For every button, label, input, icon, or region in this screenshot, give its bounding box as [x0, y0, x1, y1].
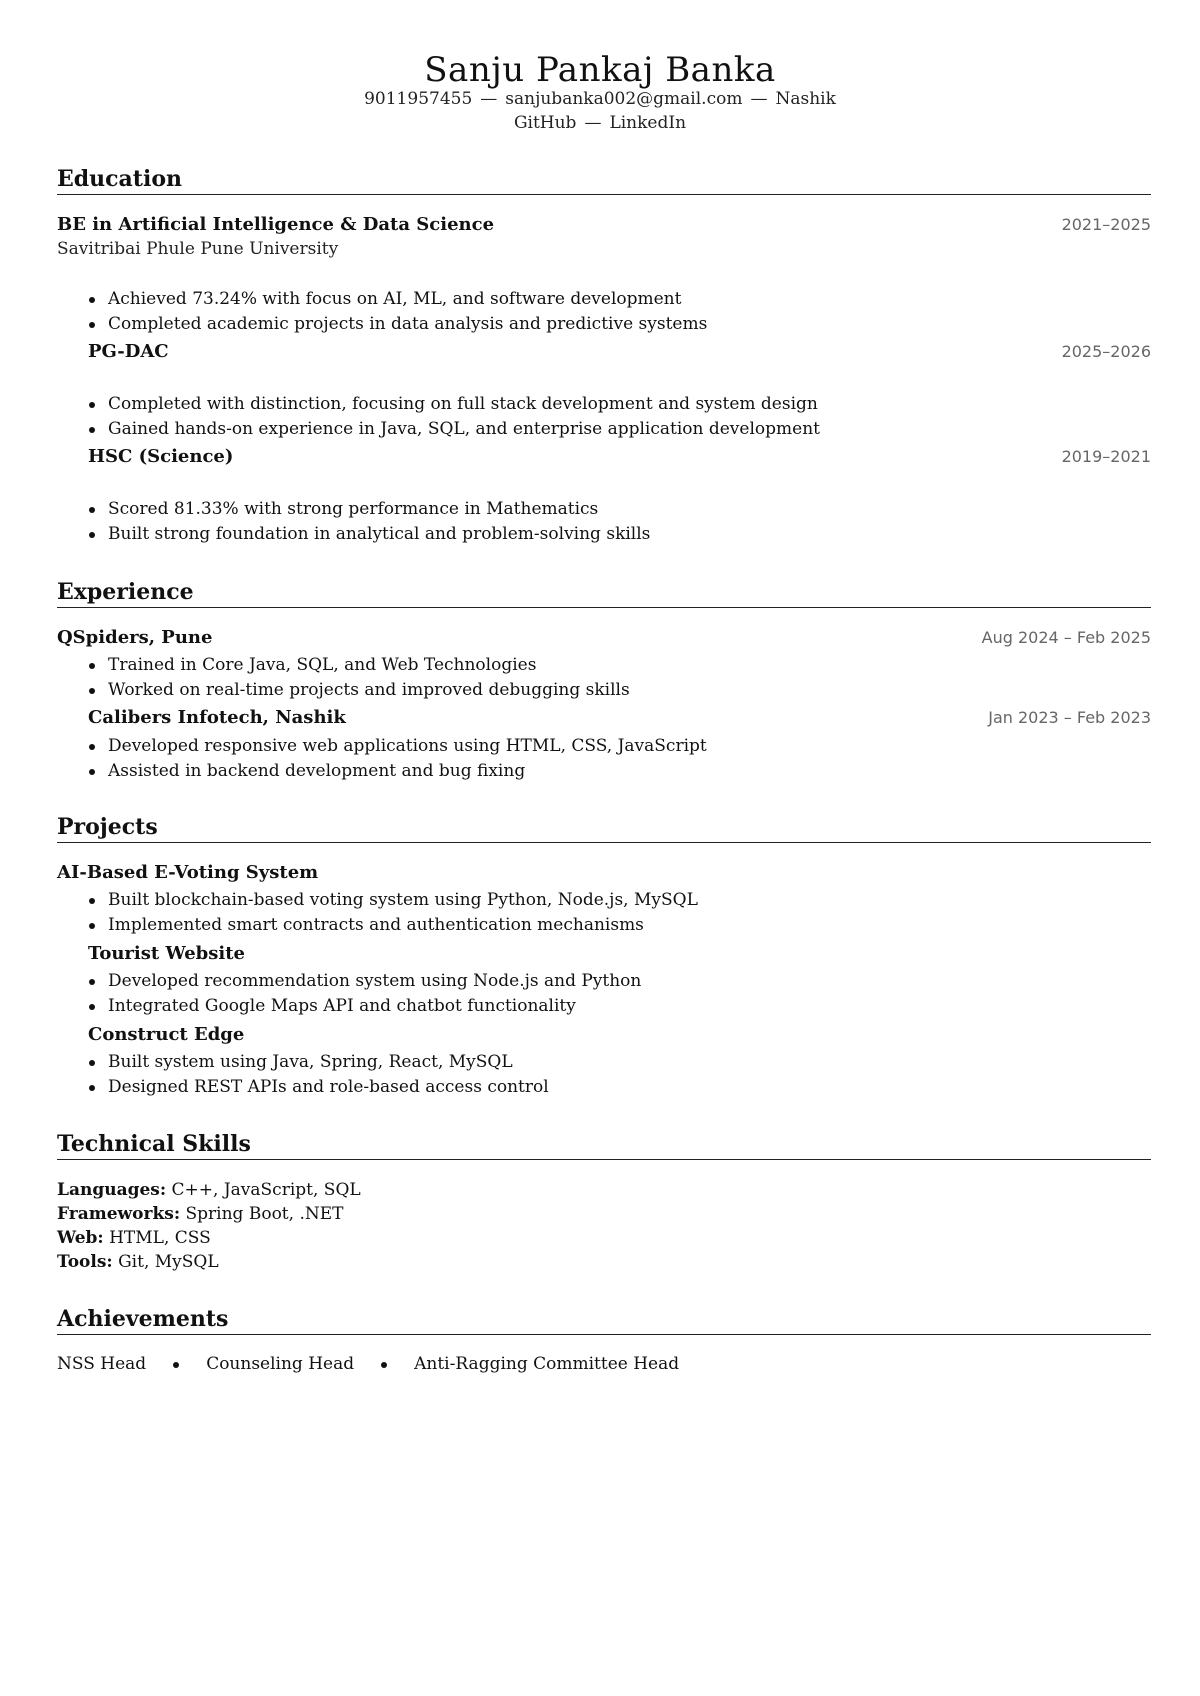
- project-name: AI-Based E-Voting System: [57, 862, 319, 883]
- date-range: Jan 2023 – Feb 2023: [988, 708, 1151, 727]
- date-range: 2025–2026: [1061, 342, 1151, 361]
- education-entry: [57, 213, 1151, 237]
- date-range: 2019–2021: [1061, 447, 1151, 466]
- candidate-name: Sanju Pankaj Banka: [424, 50, 776, 90]
- skill-value: C++, JavaScript, SQL: [171, 1180, 361, 1200]
- bullet-list: [86, 1050, 549, 1100]
- bullet-list: [86, 287, 707, 337]
- list-item: Built system using Java, Spring, React, MySQL: [86, 1050, 549, 1075]
- phone-number: 9011957455: [364, 89, 473, 109]
- institution-name: Savitribai Phule Pune University: [57, 239, 339, 259]
- experience-entry: [57, 706, 1151, 730]
- organization-name: QSpiders, Pune: [57, 627, 213, 648]
- bullet-list: [86, 734, 707, 784]
- bullet-dot: [173, 1362, 179, 1368]
- bullet-list: [86, 392, 820, 442]
- date-range: Aug 2024 – Feb 2025: [981, 628, 1151, 647]
- education-entry: [57, 445, 1151, 469]
- section-title-education: Education: [57, 165, 1151, 195]
- section-title-skills: Technical Skills: [57, 1130, 1151, 1160]
- skill-line: [57, 1178, 361, 1202]
- skill-line: [57, 1202, 343, 1226]
- bullet-dot: [381, 1362, 387, 1368]
- list-item: Developed recommendation system using Node.js and Python: [86, 969, 641, 994]
- degree-title: BE in Artificial Intelligence & Data Science: [57, 214, 495, 235]
- linkedin-link[interactable]: LinkedIn: [609, 113, 687, 133]
- skill-label: Tools:: [57, 1252, 113, 1272]
- list-item: Built strong foundation in analytical and problem-solving skills: [86, 522, 650, 547]
- list-item: Achieved 73.24% with focus on AI, ML, and software development: [86, 287, 707, 312]
- list-item: Built blockchain-based voting system using Python, Node.js, MySQL: [86, 888, 698, 913]
- date-range: 2021–2025: [1061, 215, 1151, 234]
- bullet-list: [86, 969, 641, 1019]
- achievement-item: NSS Head: [57, 1354, 147, 1374]
- profile-links: [0, 112, 1200, 134]
- email-link[interactable]: sanjubanka002@gmail.com: [505, 89, 743, 109]
- achievement-item: Anti-Ragging Committee Head: [414, 1354, 680, 1374]
- list-item: Designed REST APIs and role-based access control: [86, 1075, 549, 1100]
- degree-title: PG-DAC: [88, 341, 169, 362]
- skill-line: [57, 1250, 219, 1274]
- separator: —: [750, 89, 768, 109]
- experience-entry: [57, 626, 1151, 650]
- project-entry: [57, 1023, 1151, 1047]
- bullet-list: [86, 497, 650, 547]
- project-entry: [57, 861, 1151, 885]
- bullet-list: [86, 653, 630, 703]
- skill-label: Web:: [57, 1228, 104, 1248]
- skill-value: Git, MySQL: [118, 1252, 219, 1272]
- skill-label: Frameworks:: [57, 1204, 181, 1224]
- list-item: Scored 81.33% with strong performance in Mathematics: [86, 497, 650, 522]
- list-item: Worked on real-time projects and improved debugging skills: [86, 678, 630, 703]
- separator: —: [584, 113, 602, 133]
- contact-line: [0, 88, 1200, 110]
- list-item: Completed academic projects in data analysis and predictive systems: [86, 312, 707, 337]
- github-link[interactable]: GitHub: [513, 113, 577, 133]
- achievements-line: [57, 1352, 679, 1376]
- skill-line: [57, 1226, 211, 1250]
- degree-title: HSC (Science): [88, 446, 234, 467]
- list-item: Gained hands-on experience in Java, SQL, and enterprise application development: [86, 417, 820, 442]
- bullet-list: [86, 888, 698, 938]
- section-title-achievements: Achievements: [57, 1305, 1151, 1335]
- skill-value: HTML, CSS: [109, 1228, 211, 1248]
- project-name: Construct Edge: [88, 1024, 245, 1045]
- list-item: Implemented smart contracts and authentication mechanisms: [86, 913, 698, 938]
- list-item: Completed with distinction, focusing on full stack development and system design: [86, 392, 820, 417]
- project-entry: [57, 942, 1151, 966]
- organization-name: Calibers Infotech, Nashik: [88, 707, 346, 728]
- section-title-projects: Projects: [57, 813, 1151, 843]
- project-name: Tourist Website: [88, 943, 245, 964]
- list-item: Trained in Core Java, SQL, and Web Technologies: [86, 653, 630, 678]
- list-item: Integrated Google Maps API and chatbot functionality: [86, 994, 641, 1019]
- skill-label: Languages:: [57, 1180, 167, 1200]
- section-title-experience: Experience: [57, 578, 1151, 608]
- separator: —: [480, 89, 498, 109]
- location: Nashik: [775, 89, 836, 109]
- list-item: Developed responsive web applications using HTML, CSS, JavaScript: [86, 734, 707, 759]
- skill-value: Spring Boot, .NET: [185, 1204, 344, 1224]
- achievement-item: Counseling Head: [206, 1354, 355, 1374]
- education-entry: [57, 340, 1151, 364]
- list-item: Assisted in backend development and bug fixing: [86, 759, 707, 784]
